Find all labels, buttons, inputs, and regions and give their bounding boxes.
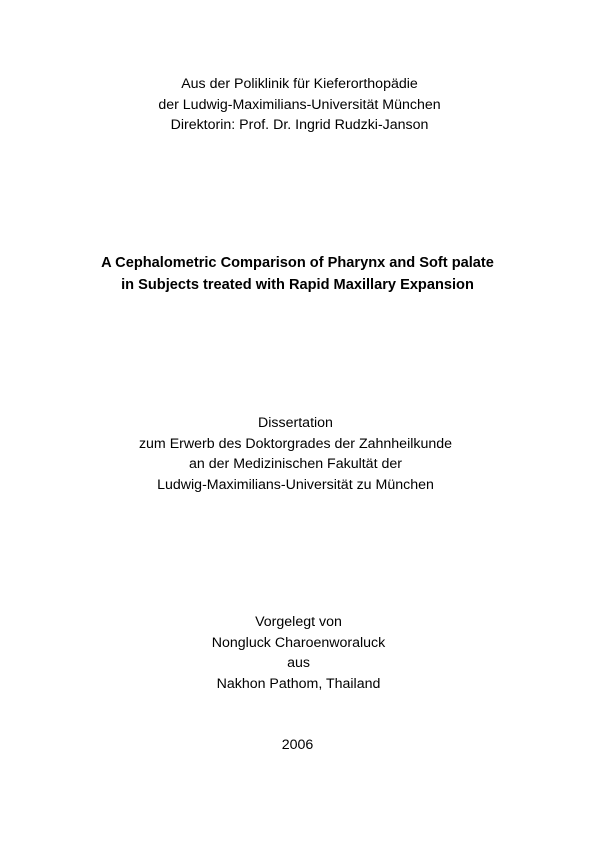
author-name: Nongluck Charoenworaluck [211,634,386,651]
dissertation-label: Dissertation [258,415,333,431]
title-line-2: in Subjects treated with Rapid Maxillary Expansion [121,277,474,293]
institution-director: Direktorin: Prof. Dr. Ingrid Rudzki-Janson [170,117,429,133]
university: Ludwig-Maximilians-Universität zu München [157,476,434,493]
publication-year-block [0,735,595,756]
dissertation-title [0,252,595,296]
degree-purpose: zum Erwerb des Doktorgrades der Zahnheilkunde [138,435,453,452]
author-origin: Nakhon Pathom, Thailand [216,675,381,692]
title-line-1: A Cephalometric Comparison of Pharynx and Soft palate [101,255,494,271]
author-block [1,612,595,694]
publication-year: 2006 [281,737,314,753]
institution-header [2,74,595,136]
institution-clinic: Aus der Poliklinik für Kieferorthopädie [181,76,418,92]
institution-university: der Ludwig-Maximilians-Universität München [158,96,441,113]
faculty: an der Medizinischen Fakultät der [189,456,402,472]
from-label: aus [287,655,310,671]
dissertation-statement [0,413,593,495]
presented-by-label: Vorgelegt von [255,614,342,630]
